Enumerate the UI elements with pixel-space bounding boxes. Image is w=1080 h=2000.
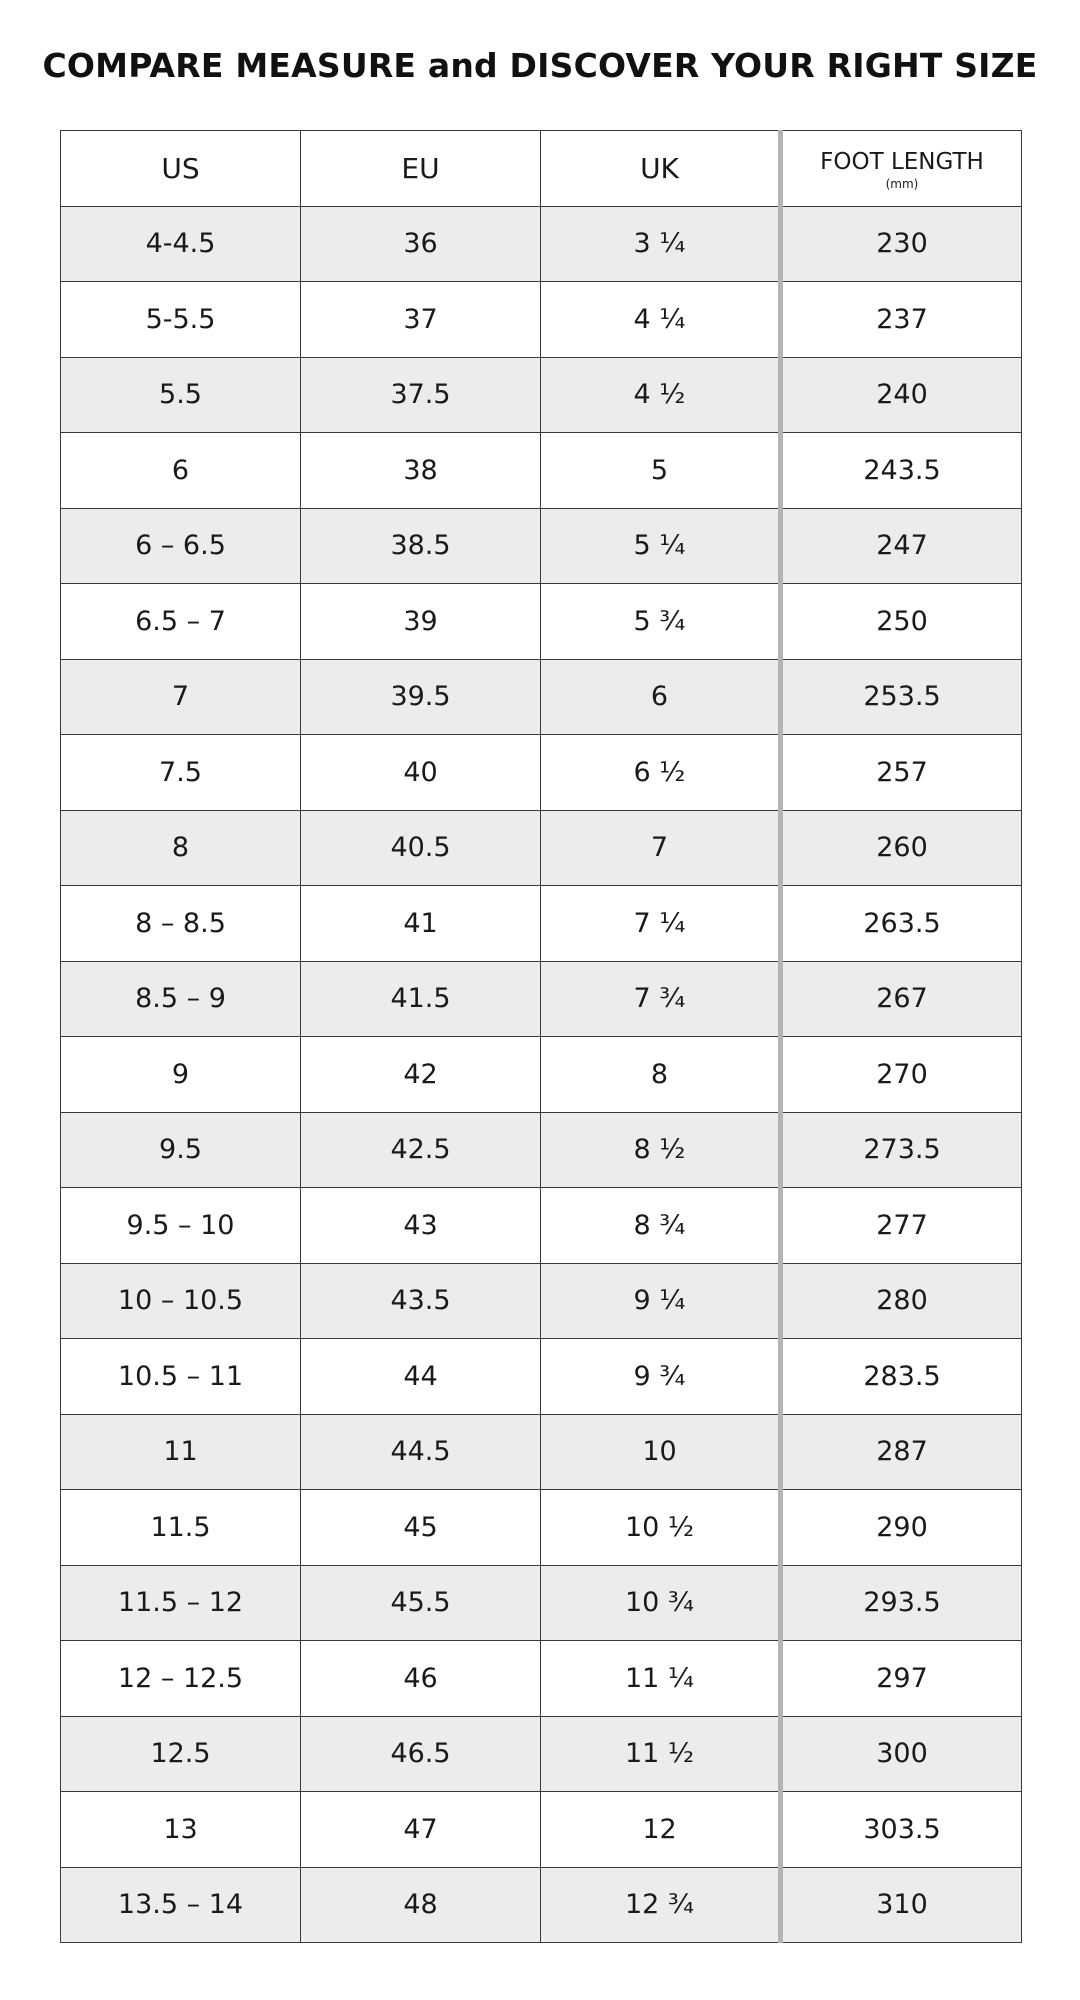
header-foot-length-label: FOOT LENGTH	[820, 148, 984, 175]
cell-us: 8	[61, 810, 301, 886]
cell-foot-length: 293.5	[781, 1565, 1022, 1641]
cell-eu: 44	[301, 1339, 541, 1415]
table-row	[61, 659, 1022, 735]
cell-foot-length: 263.5	[781, 886, 1022, 962]
table-row	[61, 1188, 1022, 1264]
cell-eu: 39.5	[301, 659, 541, 735]
table-row	[61, 1641, 1022, 1717]
header-us: US	[61, 131, 301, 207]
cell-eu: 41.5	[301, 961, 541, 1037]
cell-eu: 42.5	[301, 1112, 541, 1188]
header-foot-length-unit: (mm)	[885, 176, 919, 191]
table-row	[61, 1867, 1022, 1943]
cell-eu: 38.5	[301, 508, 541, 584]
cell-uk: 4 ¼	[541, 282, 781, 358]
table-row	[61, 1112, 1022, 1188]
cell-foot-length: 287	[781, 1414, 1022, 1490]
cell-eu: 40	[301, 735, 541, 811]
cell-us: 12.5	[61, 1716, 301, 1792]
cell-uk: 10 ¾	[541, 1565, 781, 1641]
cell-us: 11	[61, 1414, 301, 1490]
cell-us: 9.5	[61, 1112, 301, 1188]
cell-us: 8.5 – 9	[61, 961, 301, 1037]
cell-eu: 44.5	[301, 1414, 541, 1490]
cell-us: 8 – 8.5	[61, 886, 301, 962]
table-row	[61, 1339, 1022, 1415]
cell-uk: 12 ¾	[541, 1867, 781, 1943]
cell-uk: 11 ½	[541, 1716, 781, 1792]
cell-uk: 9 ¼	[541, 1263, 781, 1339]
cell-uk: 5	[541, 433, 781, 509]
table-row	[61, 1565, 1022, 1641]
cell-foot-length: 243.5	[781, 433, 1022, 509]
cell-us: 13	[61, 1792, 301, 1868]
table-row	[61, 961, 1022, 1037]
cell-eu: 43	[301, 1188, 541, 1264]
cell-us: 11.5 – 12	[61, 1565, 301, 1641]
cell-eu: 39	[301, 584, 541, 660]
cell-foot-length: 237	[781, 282, 1022, 358]
cell-us: 12 – 12.5	[61, 1641, 301, 1717]
cell-uk: 8 ½	[541, 1112, 781, 1188]
table-row	[61, 1490, 1022, 1566]
size-table	[60, 130, 1022, 1943]
cell-eu: 37	[301, 282, 541, 358]
cell-uk: 7 ¾	[541, 961, 781, 1037]
cell-eu: 46	[301, 1641, 541, 1717]
table-row	[61, 886, 1022, 962]
cell-us: 9.5 – 10	[61, 1188, 301, 1264]
cell-eu: 43.5	[301, 1263, 541, 1339]
cell-eu: 45.5	[301, 1565, 541, 1641]
cell-us: 10.5 – 11	[61, 1339, 301, 1415]
cell-foot-length: 283.5	[781, 1339, 1022, 1415]
table-body	[61, 206, 1022, 1943]
table-row	[61, 735, 1022, 811]
header-uk: UK	[541, 131, 781, 207]
cell-uk: 8 ¾	[541, 1188, 781, 1264]
table-row	[61, 1037, 1022, 1113]
cell-uk: 10	[541, 1414, 781, 1490]
cell-eu: 42	[301, 1037, 541, 1113]
cell-eu: 47	[301, 1792, 541, 1868]
table-row	[61, 1263, 1022, 1339]
cell-eu: 40.5	[301, 810, 541, 886]
cell-us: 9	[61, 1037, 301, 1113]
cell-uk: 3 ¼	[541, 206, 781, 282]
cell-foot-length: 260	[781, 810, 1022, 886]
cell-eu: 45	[301, 1490, 541, 1566]
cell-uk: 6 ½	[541, 735, 781, 811]
table-row	[61, 1792, 1022, 1868]
cell-uk: 7	[541, 810, 781, 886]
cell-uk: 8	[541, 1037, 781, 1113]
cell-foot-length: 303.5	[781, 1792, 1022, 1868]
cell-us: 6	[61, 433, 301, 509]
table-row	[61, 1414, 1022, 1490]
table-row	[61, 357, 1022, 433]
cell-foot-length: 250	[781, 584, 1022, 660]
table-row	[61, 810, 1022, 886]
table-row	[61, 1716, 1022, 1792]
cell-foot-length: 280	[781, 1263, 1022, 1339]
cell-foot-length: 230	[781, 206, 1022, 282]
cell-us: 6 – 6.5	[61, 508, 301, 584]
cell-eu: 48	[301, 1867, 541, 1943]
cell-foot-length: 253.5	[781, 659, 1022, 735]
cell-uk: 4 ½	[541, 357, 781, 433]
cell-uk: 7 ¼	[541, 886, 781, 962]
cell-eu: 41	[301, 886, 541, 962]
cell-uk: 5 ¾	[541, 584, 781, 660]
cell-us: 13.5 – 14	[61, 1867, 301, 1943]
cell-us: 11.5	[61, 1490, 301, 1566]
cell-uk: 9 ¾	[541, 1339, 781, 1415]
cell-foot-length: 257	[781, 735, 1022, 811]
cell-uk: 5 ¼	[541, 508, 781, 584]
cell-foot-length: 270	[781, 1037, 1022, 1113]
table-row	[61, 282, 1022, 358]
cell-us: 6.5 – 7	[61, 584, 301, 660]
cell-us: 10 – 10.5	[61, 1263, 301, 1339]
cell-us: 5.5	[61, 357, 301, 433]
cell-foot-length: 240	[781, 357, 1022, 433]
table-row	[61, 206, 1022, 282]
cell-foot-length: 277	[781, 1188, 1022, 1264]
cell-uk: 11 ¼	[541, 1641, 781, 1717]
cell-uk: 6	[541, 659, 781, 735]
cell-us: 4-4.5	[61, 206, 301, 282]
cell-eu: 37.5	[301, 357, 541, 433]
cell-uk: 10 ½	[541, 1490, 781, 1566]
cell-eu: 46.5	[301, 1716, 541, 1792]
cell-foot-length: 273.5	[781, 1112, 1022, 1188]
cell-eu: 36	[301, 206, 541, 282]
table-header-row	[61, 131, 1022, 207]
page-title: COMPARE MEASURE and DISCOVER YOUR RIGHT SIZE	[42, 46, 1038, 85]
cell-foot-length: 290	[781, 1490, 1022, 1566]
header-eu: EU	[301, 131, 541, 207]
cell-foot-length: 247	[781, 508, 1022, 584]
cell-foot-length: 267	[781, 961, 1022, 1037]
header-foot-length	[781, 131, 1022, 207]
cell-us: 7.5	[61, 735, 301, 811]
cell-eu: 38	[301, 433, 541, 509]
cell-foot-length: 300	[781, 1716, 1022, 1792]
cell-us: 5-5.5	[61, 282, 301, 358]
table-row	[61, 508, 1022, 584]
cell-foot-length: 310	[781, 1867, 1022, 1943]
cell-us: 7	[61, 659, 301, 735]
table-row	[61, 433, 1022, 509]
table-row	[61, 584, 1022, 660]
cell-uk: 12	[541, 1792, 781, 1868]
cell-foot-length: 297	[781, 1641, 1022, 1717]
